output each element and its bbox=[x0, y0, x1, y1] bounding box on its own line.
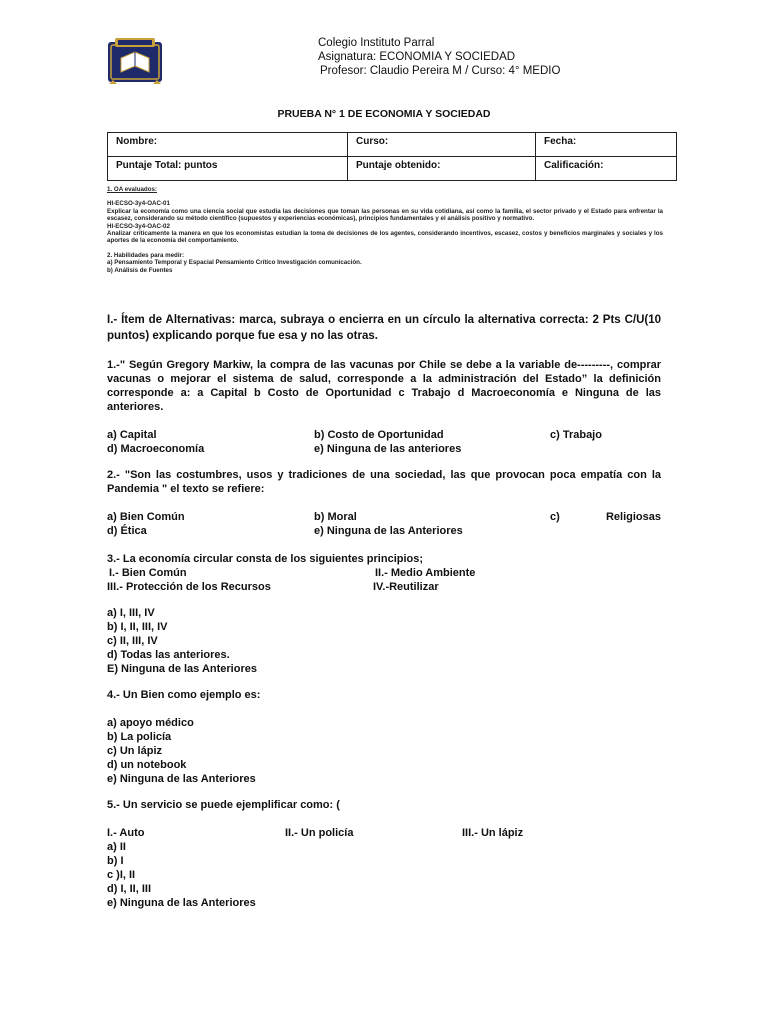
question-1-text: 1.-" Según Gregory Markiw, la compra de las vacunas por Chile se debe a la variable de---------, comprar vacunas o mejorar el sistema de salud, corresponde a la administración del Estado” la definición corresponde a: a Capital b Costo de Oportunidad c Trabajo d Macroeconomía e Ninguna de las anteriores. bbox=[107, 359, 661, 413]
q1-option-a[interactable]: a) Capital bbox=[107, 429, 157, 441]
q2-option-d[interactable]: d) Ética bbox=[107, 525, 147, 537]
q5-example-iii: III.- Un lápiz bbox=[462, 827, 524, 839]
q4-option-d[interactable]: d) un notebook bbox=[107, 759, 187, 771]
teacher-line: Profesor: Claudio Pereira M / Curso: 4° MEDIO bbox=[320, 65, 561, 77]
skill-b: b) Análisis de Fuentes bbox=[107, 266, 173, 274]
q2-option-e[interactable]: e) Ninguna de las Anteriores bbox=[314, 525, 463, 537]
question-3-text: 3.- La economía circular consta de los siguientes principios; bbox=[107, 553, 424, 565]
q5-option-e[interactable]: e) Ninguna de las Anteriores bbox=[107, 897, 256, 909]
exam-title: PRUEBA N° 1 DE ECONOMIA Y SOCIEDAD bbox=[277, 108, 491, 120]
q1-option-e[interactable]: e) Ninguna de las anteriores bbox=[314, 443, 462, 455]
total-score-label: Puntaje Total: puntos bbox=[116, 160, 218, 171]
q5-option-a[interactable]: a) II bbox=[107, 841, 126, 853]
name-label: Nombre: bbox=[116, 136, 158, 147]
q4-option-b[interactable]: b) La policía bbox=[107, 731, 172, 743]
oa-code-1: HI-ECSO-3y4-OAC-01 bbox=[107, 200, 170, 208]
name-cell[interactable] bbox=[108, 133, 348, 157]
student-info-table bbox=[107, 132, 677, 181]
q5-option-b[interactable]: b) I bbox=[107, 855, 124, 867]
school-crest-logo bbox=[107, 36, 163, 86]
q3-option-e[interactable]: E) Ninguna de las Anteriores bbox=[107, 663, 257, 675]
q1-option-b[interactable]: b) Costo de Oportunidad bbox=[314, 429, 444, 441]
subject-line: Asignatura: ECONOMIA Y SOCIEDAD bbox=[318, 51, 516, 63]
course-cell[interactable] bbox=[348, 133, 536, 157]
section-instructions: I.- Ítem de Alternativas: marca, subraya o encierra en un círculo la alternativa correcta: 2 Pts C/U(10 puntos) explicando porque fue esa y no las otras. bbox=[107, 314, 661, 342]
grade-cell[interactable] bbox=[536, 157, 677, 181]
oa-code-2: HI-ECSO-3y4-OAC-02 bbox=[107, 222, 170, 230]
q1-option-d[interactable]: d) Macroeconomía bbox=[107, 443, 205, 455]
q2-option-c-letter: c) bbox=[550, 511, 560, 523]
learning-objectives bbox=[107, 186, 663, 274]
q5-example-ii: II.- Un policía bbox=[285, 827, 354, 839]
obtained-score-label: Puntaje obtenido: bbox=[356, 160, 441, 171]
q3-option-b[interactable]: b) I, II, III, IV bbox=[107, 621, 168, 633]
obtained-score-cell[interactable] bbox=[348, 157, 536, 181]
question-2-options-row-2 bbox=[107, 524, 661, 538]
question-3-principles-row-2 bbox=[107, 580, 661, 594]
skills-heading: 2. Habilidades para medir: bbox=[107, 251, 185, 259]
questions-section bbox=[107, 312, 661, 910]
oa-text-1: Explicar la economía como una ciencia social que estudia las decisiones que toman las personas en su vida cotidiana, así como la familia, el sector privado y el Estado para enfrentar la escasez, considerando su método científico (supuestos y experiencias económicas), principios fundamentales y el análisis positivo y normativo. bbox=[107, 207, 663, 223]
q2-option-c-text: Religiosas bbox=[605, 511, 661, 523]
oa-heading: 1. OA evaluados: bbox=[107, 186, 157, 193]
q2-option-a[interactable]: a) Bien Común bbox=[107, 511, 185, 523]
question-5-examples-row bbox=[107, 826, 661, 840]
question-2-options-row-1 bbox=[107, 510, 661, 524]
q4-option-e[interactable]: e) Ninguna de las Anteriores bbox=[107, 773, 256, 785]
grade-label: Calificación: bbox=[544, 160, 604, 171]
skill-a: a) Pensamiento Temporal y Espacial Pensamiento Crítico Investigación comunicación. bbox=[107, 259, 362, 267]
total-score-cell[interactable] bbox=[108, 157, 348, 181]
q3-principle-ii: II.- Medio Ambiente bbox=[375, 567, 476, 579]
course-label: Curso: bbox=[356, 136, 389, 147]
question-1-options-row-2 bbox=[107, 442, 661, 456]
question-1-options-row-1 bbox=[107, 428, 661, 442]
q5-example-i: I.- Auto bbox=[107, 827, 145, 839]
q3-principle-iii: III.- Protección de los Recursos bbox=[107, 581, 271, 593]
question-5-text: 5.- Un servicio se puede ejemplificar como: ( bbox=[107, 799, 340, 811]
q3-principle-i: I.- Bien Común bbox=[109, 567, 187, 579]
q2-option-c[interactable] bbox=[550, 510, 661, 524]
question-4-text: 4.- Un Bien como ejemplo es: bbox=[107, 689, 261, 701]
date-cell[interactable] bbox=[536, 133, 677, 157]
q3-option-d[interactable]: d) Todas las anteriores. bbox=[107, 649, 230, 661]
q4-option-a[interactable]: a) apoyo médico bbox=[107, 717, 194, 729]
q4-option-c[interactable]: c) Un lápiz bbox=[107, 745, 163, 757]
question-3-principles-row-1 bbox=[107, 566, 661, 580]
q3-option-a[interactable]: a) I, III, IV bbox=[107, 607, 155, 619]
school-header bbox=[318, 36, 560, 78]
q5-option-d[interactable]: d) I, II, III bbox=[107, 883, 151, 895]
question-2-text: 2.- "Son las costumbres, usos y tradiciones de una sociedad, las que provocan poca empatía con la Pandemia " el texto se refiere: bbox=[107, 469, 661, 495]
oa-text-2: Analizar críticamente la manera en que los economistas estudian la toma de decisiones de los agentes, considerando incentivos, escasez, costos y beneficios marginales y sociales y los aportes de la economía del comportamiento. bbox=[107, 230, 663, 245]
q3-principle-iv: IV.-Reutilizar bbox=[373, 581, 439, 593]
q5-option-c[interactable]: c )I, II bbox=[107, 869, 136, 881]
q1-option-c[interactable]: c) Trabajo bbox=[550, 429, 602, 441]
school-name: Colegio Instituto Parral bbox=[318, 37, 435, 49]
date-label: Fecha: bbox=[544, 136, 577, 147]
q2-option-b[interactable]: b) Moral bbox=[314, 511, 357, 523]
q3-option-c[interactable]: c) II, III, IV bbox=[107, 635, 158, 647]
